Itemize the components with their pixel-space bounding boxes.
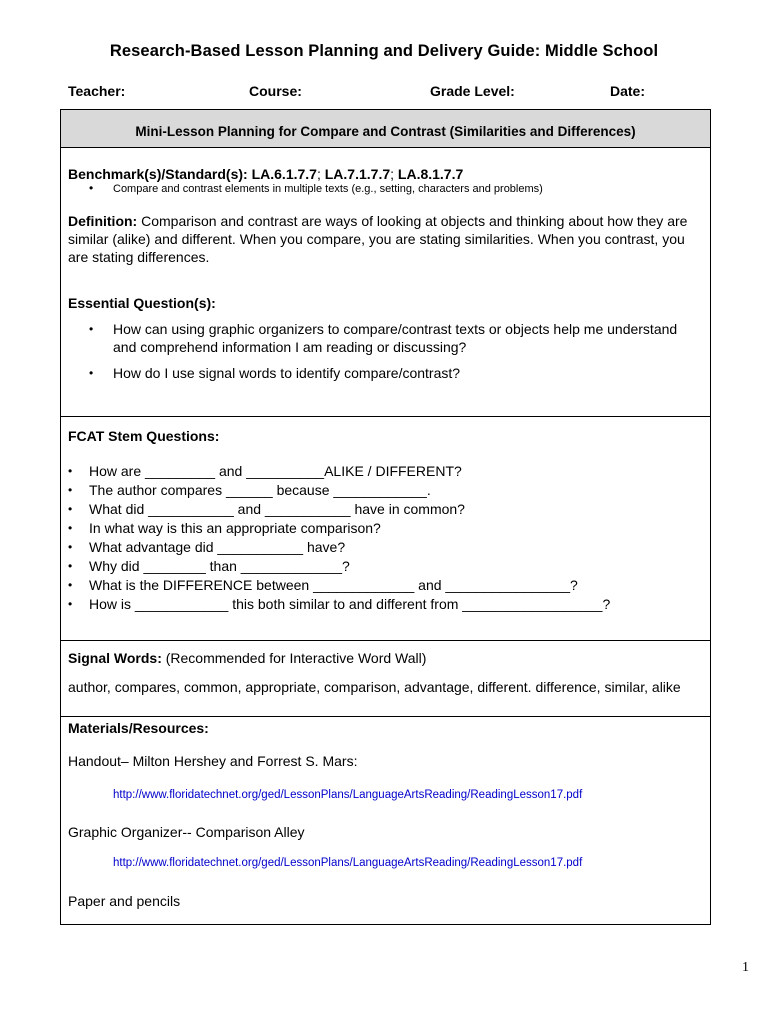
materials-label: Materials/Resources: <box>68 720 209 736</box>
benchmark-label: Benchmark(s)/Standard(s): <box>68 166 252 182</box>
bullet-icon: • <box>89 181 94 195</box>
essential-q1 <box>89 320 679 356</box>
section-title: Mini-Lesson Planning for Compare and Contrast (Similarities and Differences) <box>135 124 636 139</box>
signal-line <box>68 649 426 667</box>
date-label: Date: <box>610 83 646 99</box>
page-number: 1 <box>742 960 749 975</box>
definition-label: Definition: <box>68 213 138 229</box>
standard-3: LA.8.1.7.7 <box>397 166 464 182</box>
fcat-item: • Why did ________ than _____________? <box>68 558 350 574</box>
fcat-row <box>61 417 710 641</box>
essential-q2 <box>89 364 679 382</box>
organizer-text: Graphic Organizer-- Comparison Alley <box>68 824 305 840</box>
handout-text: Handout– Milton Hershey and Forrest S. Mars: <box>68 753 358 769</box>
signal-label: Signal Words: <box>68 650 162 666</box>
standard-sep-1: ; <box>316 166 325 182</box>
standard-1: LA.6.1.7.7 <box>251 166 317 182</box>
handout-link[interactable]: http://www.floridatechnet.org/ged/LessonPlans/LanguageArtsReading/ReadingLesson17.pdf <box>113 789 583 801</box>
benchmark-row <box>61 148 710 417</box>
course-label: Course: <box>249 83 302 99</box>
bullet-icon: • <box>89 322 94 336</box>
essential-label: Essential Question(s): <box>68 295 216 311</box>
fcat-item: • What did ___________ and ___________ have in common? <box>68 501 465 517</box>
signal-note: (Recommended for Interactive Word Wall) <box>161 650 427 666</box>
fcat-item: • What advantage did ___________ have? <box>68 539 346 555</box>
page-title: Research-Based Lesson Planning and Delivery Guide: Middle School <box>109 42 659 60</box>
lesson-table <box>60 109 711 925</box>
benchmark-bullet-text: Compare and contrast elements in multiple texts (e.g., setting, characters and problems) <box>113 183 543 195</box>
fcat-list <box>68 462 698 614</box>
fcat-item: • What is the DIFFERENCE between _____________ and ________________? <box>68 577 578 593</box>
teacher-label: Teacher: <box>68 83 126 99</box>
standard-sep-2: ; <box>390 166 398 182</box>
fcat-item: • How are _________ and __________ALIKE / DIFFERENT? <box>68 463 462 479</box>
bullet-icon: • <box>89 366 94 380</box>
paper-text: Paper and pencils <box>68 893 181 909</box>
organizer-link[interactable]: http://www.floridatechnet.org/ged/LessonPlans/LanguageArtsReading/ReadingLesson17.pdf <box>113 857 583 869</box>
section-header-row <box>61 110 710 148</box>
fcat-item: • In what way is this an appropriate comparison? <box>68 520 381 536</box>
fcat-item: • The author compares ______ because ____________. <box>68 482 431 498</box>
essential-q2-text: How do I use signal words to identify compare/contrast? <box>113 365 461 381</box>
benchmark-line <box>68 165 698 183</box>
signal-words: author, compares, common, appropriate, comparison, advantage, different. difference, similar, alike <box>68 679 681 695</box>
standard-2: LA.7.1.7.7 <box>324 166 391 182</box>
definition-paragraph <box>68 212 694 266</box>
materials-row <box>61 717 710 924</box>
grade-level-label: Grade Level: <box>430 83 515 99</box>
fcat-label: FCAT Stem Questions: <box>68 428 220 444</box>
essential-q1-text: How can using graphic organizers to compare/contrast texts or objects help me understand and comprehend information I am reading or discussing? <box>113 321 678 355</box>
signal-words-row <box>61 641 710 717</box>
definition-text: Comparison and contrast are ways of looking at objects and thinking about how they are similar (alike) and different. When you compare, you are stating similarities. When you contrast, you are stating differences. <box>68 213 688 265</box>
fcat-item: • How is ____________ this both similar to and different from __________________? <box>68 596 611 612</box>
